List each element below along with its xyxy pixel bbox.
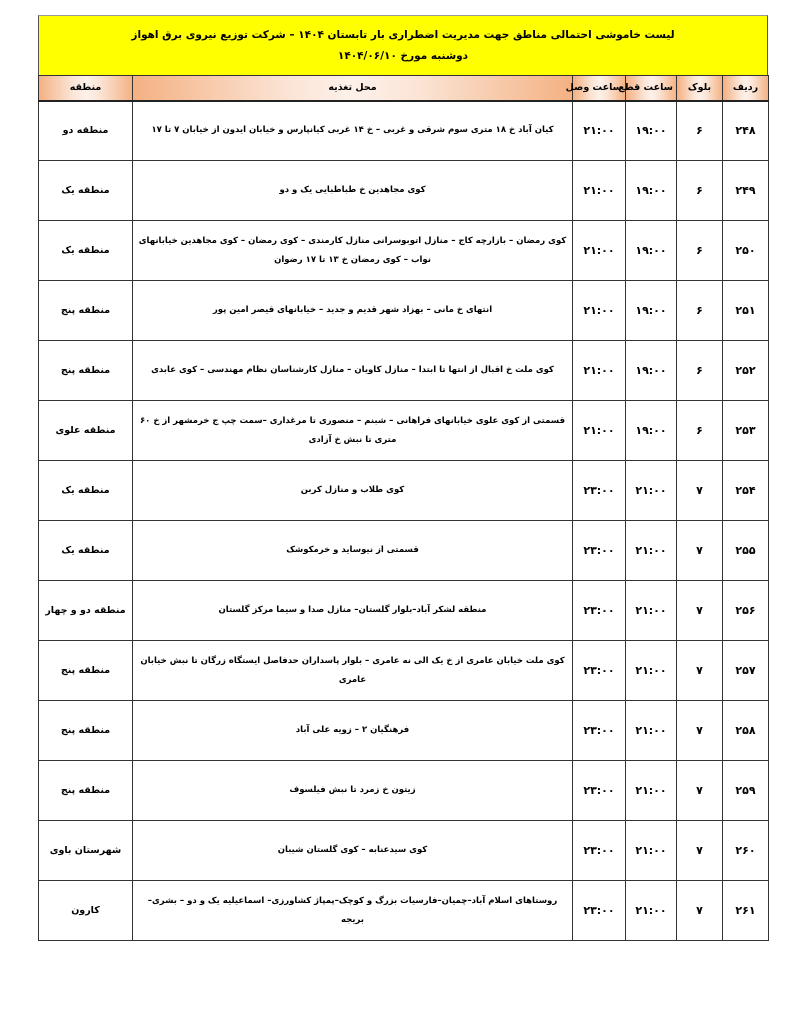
- cell-region: منطقه پنج: [39, 761, 133, 821]
- cell-region: منطقه یک: [39, 521, 133, 581]
- cell-connect-time: ۲۳:۰۰: [573, 461, 626, 521]
- table-row: [39, 461, 769, 521]
- table-body: [39, 101, 769, 941]
- cell-block: ۷: [677, 461, 723, 521]
- cell-connect-time: ۲۳:۰۰: [573, 881, 626, 941]
- cell-location: کوی طلاب و منازل کربن: [133, 461, 573, 521]
- table-row: [39, 821, 769, 881]
- cell-region: منطقه پنج: [39, 641, 133, 701]
- cell-cut-time: ۲۱:۰۰: [626, 761, 677, 821]
- table-row: [39, 401, 769, 461]
- header-location: محل تغذیه: [133, 76, 573, 101]
- cell-region: منطقه علوی: [39, 401, 133, 461]
- cell-block: ۷: [677, 521, 723, 581]
- table-row: [39, 701, 769, 761]
- table-row: [39, 221, 769, 281]
- cell-location: قسمتی از نیوساید و خرمکوشک: [133, 521, 573, 581]
- cell-location: کوی مجاهدین خ طباطبایی یک و دو: [133, 161, 573, 221]
- cell-block: ۶: [677, 341, 723, 401]
- cell-row-number: ۲۴۹: [723, 161, 769, 221]
- table-row: [39, 101, 769, 161]
- cell-block: ۶: [677, 221, 723, 281]
- cell-location: کوی سیدعنابه – کوی گلستان شیبان: [133, 821, 573, 881]
- cell-region: منطقه یک: [39, 221, 133, 281]
- header-region: منطقه: [39, 76, 133, 101]
- cell-location: قسمتی از کوی علوی خیابانهای فراهانی – شبنم – منصوری تا مرغداری –سمت چپ ج خرمشهر از خ ۶۰ متری تا نبش خ آزادی: [133, 401, 573, 461]
- cell-connect-time: ۲۱:۰۰: [573, 101, 626, 161]
- cell-region: منطقه دو: [39, 101, 133, 161]
- cell-connect-time: ۲۱:۰۰: [573, 341, 626, 401]
- cell-cut-time: ۱۹:۰۰: [626, 161, 677, 221]
- cell-block: ۷: [677, 881, 723, 941]
- cell-row-number: ۲۵۳: [723, 401, 769, 461]
- header-row-number: ردیف: [723, 76, 769, 101]
- cell-block: ۶: [677, 161, 723, 221]
- cell-row-number: ۲۵۱: [723, 281, 769, 341]
- cell-block: ۷: [677, 581, 723, 641]
- cell-location: کوی ملت خیابان عامری از خ یک الی نه عامری – بلوار پاسداران حدفاصل ایستگاه زرگان تا نبش خیابان عامری: [133, 641, 573, 701]
- cell-location: کوی ملت خ اقبال از انتها تا ابتدا – منازل کاویان – منازل کارشناسان نظام مهندسی – کوی عابدی: [133, 341, 573, 401]
- cell-region: منطقه دو و چهار: [39, 581, 133, 641]
- cell-region: شهرستان باوی: [39, 821, 133, 881]
- cell-cut-time: ۲۱:۰۰: [626, 521, 677, 581]
- cell-cut-time: ۱۹:۰۰: [626, 281, 677, 341]
- outage-schedule-sheet: [38, 15, 768, 941]
- cell-connect-time: ۲۱:۰۰: [573, 221, 626, 281]
- cell-region: کارون: [39, 881, 133, 941]
- cell-location: منطقه لشکر آباد–بلوار گلستان– منازل صدا و سیما مرکز گلستان: [133, 581, 573, 641]
- cell-row-number: ۲۵۸: [723, 701, 769, 761]
- cell-location: روستاهای اسلام آباد–چمیان–فارسیات بزرگ و کوچک–پمپاژ کشاورزی– اسماعیلیه یک و دو – بشری– بریجه: [133, 881, 573, 941]
- cell-row-number: ۲۵۴: [723, 461, 769, 521]
- cell-block: ۶: [677, 281, 723, 341]
- cell-connect-time: ۲۳:۰۰: [573, 761, 626, 821]
- cell-location: زیتون خ زمرد تا نبش فیلسوف: [133, 761, 573, 821]
- table-row: [39, 341, 769, 401]
- cell-row-number: ۲۵۰: [723, 221, 769, 281]
- cell-block: ۶: [677, 401, 723, 461]
- header-cut-time: ساعت قطع: [626, 76, 677, 101]
- cell-block: ۷: [677, 701, 723, 761]
- table-row: [39, 161, 769, 221]
- cell-block: ۶: [677, 101, 723, 161]
- cell-row-number: ۲۵۵: [723, 521, 769, 581]
- document-title: لیست خاموشی احتمالی مناطق جهت مدیریت اضطراری بار تابستان ۱۴۰۴ – شرکت توزیع نیروی برق اهواز: [131, 29, 675, 41]
- cell-cut-time: ۲۱:۰۰: [626, 581, 677, 641]
- header-connect-time: ساعت وصل: [573, 76, 626, 101]
- table-header-row: [39, 76, 769, 101]
- cell-cut-time: ۲۱:۰۰: [626, 461, 677, 521]
- cell-row-number: ۲۴۸: [723, 101, 769, 161]
- document-date: دوشنبه مورخ ۱۴۰۴/۰۶/۱۰: [337, 50, 469, 62]
- cell-connect-time: ۲۳:۰۰: [573, 641, 626, 701]
- cell-block: ۷: [677, 761, 723, 821]
- cell-row-number: ۲۵۷: [723, 641, 769, 701]
- cell-cut-time: ۲۱:۰۰: [626, 641, 677, 701]
- cell-cut-time: ۲۱:۰۰: [626, 701, 677, 761]
- cell-connect-time: ۲۳:۰۰: [573, 521, 626, 581]
- cell-block: ۷: [677, 641, 723, 701]
- cell-row-number: ۲۵۲: [723, 341, 769, 401]
- table-row: [39, 281, 769, 341]
- cell-cut-time: ۱۹:۰۰: [626, 101, 677, 161]
- table-row: [39, 761, 769, 821]
- cell-location: کوی رمضان – بازارچه کاج – منازل اتوبوسرانی منازل کارمندی – کوی رمضان – کوی مجاهدین خیابانهای نواب – کوی رمضان خ ۱۳ تا ۱۷ رضوان: [133, 221, 573, 281]
- cell-connect-time: ۲۱:۰۰: [573, 281, 626, 341]
- cell-connect-time: ۲۳:۰۰: [573, 701, 626, 761]
- cell-block: ۷: [677, 821, 723, 881]
- header-block: بلوک: [677, 76, 723, 101]
- table-row: [39, 881, 769, 941]
- cell-row-number: ۲۵۶: [723, 581, 769, 641]
- cell-region: منطقه یک: [39, 161, 133, 221]
- cell-row-number: ۲۶۱: [723, 881, 769, 941]
- cell-cut-time: ۱۹:۰۰: [626, 341, 677, 401]
- outage-table: [38, 75, 769, 941]
- cell-location: فرهنگیان ۲ – زویه علی آباد: [133, 701, 573, 761]
- cell-region: منطقه پنج: [39, 701, 133, 761]
- cell-row-number: ۲۶۰: [723, 821, 769, 881]
- cell-cut-time: ۱۹:۰۰: [626, 401, 677, 461]
- cell-location: کیان آباد خ ۱۸ متری سوم شرقی و غربی – خ ۱۴ غربی کیانپارس و خیابان ایدون از خیابان ۷ تا ۱۷: [133, 101, 573, 161]
- cell-cut-time: ۲۱:۰۰: [626, 881, 677, 941]
- cell-row-number: ۲۵۹: [723, 761, 769, 821]
- cell-connect-time: ۲۱:۰۰: [573, 161, 626, 221]
- table-row: [39, 581, 769, 641]
- cell-region: منطقه پنج: [39, 281, 133, 341]
- cell-connect-time: ۲۳:۰۰: [573, 581, 626, 641]
- cell-cut-time: ۲۱:۰۰: [626, 821, 677, 881]
- cell-connect-time: ۲۳:۰۰: [573, 821, 626, 881]
- cell-region: منطقه پنج: [39, 341, 133, 401]
- title-banner: [38, 15, 768, 75]
- cell-region: منطقه یک: [39, 461, 133, 521]
- table-row: [39, 641, 769, 701]
- table-row: [39, 521, 769, 581]
- cell-location: انتهای خ مانی – بهزاد شهر قدیم و جدید – خیابانهای قیصر امین پور: [133, 281, 573, 341]
- cell-connect-time: ۲۱:۰۰: [573, 401, 626, 461]
- cell-cut-time: ۱۹:۰۰: [626, 221, 677, 281]
